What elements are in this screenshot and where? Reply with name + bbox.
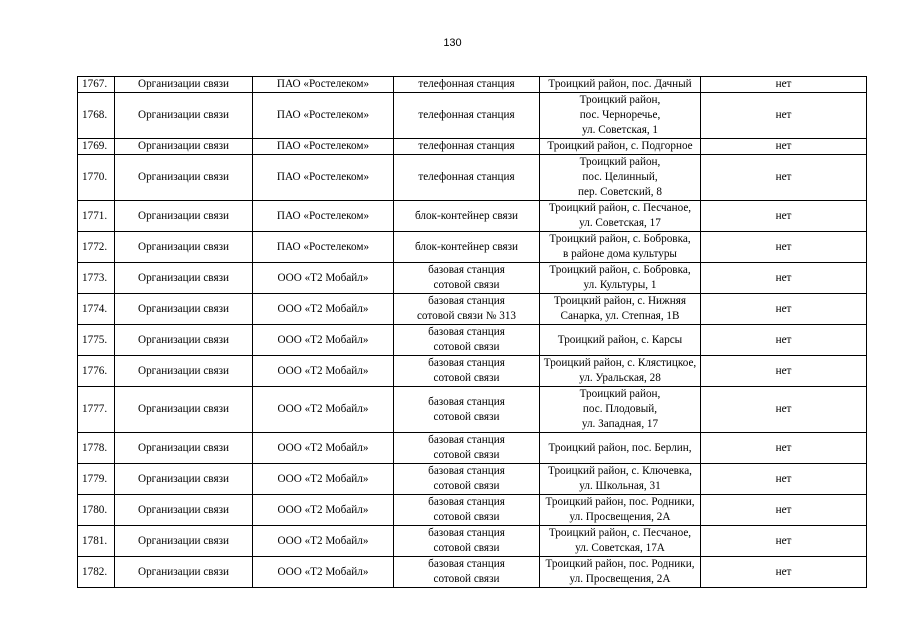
object-cell	[394, 139, 540, 155]
status-cell: нет	[701, 155, 867, 201]
address-cell	[540, 526, 701, 557]
object-cell	[394, 93, 540, 139]
table-row	[78, 495, 867, 526]
owner-cell: ООО «Т2 Мобайл»	[253, 325, 394, 356]
object-cell	[394, 495, 540, 526]
object-line: сотовой связи	[433, 341, 500, 353]
address-cell	[540, 155, 701, 201]
category-cell: Организации связи	[115, 526, 253, 557]
address-cell	[540, 464, 701, 495]
row-number-cell: 1777.	[78, 387, 115, 433]
category-cell: Организации связи	[115, 93, 253, 139]
row-number-cell: 1772.	[78, 232, 115, 263]
category-cell: Организации связи	[115, 139, 253, 155]
object-cell	[394, 526, 540, 557]
status-cell: нет	[701, 93, 867, 139]
address-cell	[540, 201, 701, 232]
category-cell: Организации связи	[115, 495, 253, 526]
object-cell	[394, 294, 540, 325]
category-cell: Организации связи	[115, 294, 253, 325]
row-number-cell: 1780.	[78, 495, 115, 526]
address-line: Троицкий район, с. Песчаное,	[548, 527, 692, 539]
object-cell	[394, 77, 540, 93]
object-line: телефонная станция	[418, 109, 515, 121]
status-cell: нет	[701, 77, 867, 93]
row-number-cell: 1773.	[78, 263, 115, 294]
address-line: Троицкий район, пос. Родники,	[545, 558, 695, 570]
object-cell	[394, 201, 540, 232]
table-row	[78, 294, 867, 325]
address-line: Троицкий район,	[579, 94, 661, 106]
owner-cell: ООО «Т2 Мобайл»	[253, 387, 394, 433]
address-cell	[540, 557, 701, 588]
object-cell	[394, 356, 540, 387]
owner-cell: ПАО «Ростелеком»	[253, 232, 394, 263]
table-row	[78, 387, 867, 433]
object-line: сотовой связи № 313	[416, 310, 517, 322]
table-row	[78, 139, 867, 155]
object-line: телефонная станция	[418, 171, 515, 183]
registry-table	[77, 76, 867, 588]
owner-cell: ПАО «Ростелеком»	[253, 155, 394, 201]
address-line: пос. Черноречье,	[579, 109, 661, 121]
address-line: Троицкий район, пос. Дачный	[548, 78, 692, 90]
address-cell	[540, 294, 701, 325]
object-line: сотовой связи	[433, 542, 500, 554]
table-row	[78, 155, 867, 201]
owner-cell: ПАО «Ростелеком»	[253, 201, 394, 232]
object-line: блок-контейнер связи	[414, 209, 519, 222]
category-cell: Организации связи	[115, 263, 253, 294]
address-cell	[540, 325, 701, 356]
object-cell	[394, 263, 540, 294]
status-cell: нет	[701, 387, 867, 433]
owner-cell: ПАО «Ростелеком»	[253, 139, 394, 155]
row-number-cell: 1769.	[78, 139, 115, 155]
object-cell	[394, 155, 540, 201]
category-cell: Организации связи	[115, 464, 253, 495]
object-line: базовая станция	[428, 395, 505, 408]
address-line: ул. Школьная, 31	[579, 480, 661, 492]
object-line: базовая станция	[428, 527, 505, 539]
address-line: ул. Советская, 17А	[575, 542, 665, 554]
table-row	[78, 325, 867, 356]
address-cell	[540, 93, 701, 139]
category-cell: Организации связи	[115, 201, 253, 232]
address-cell	[540, 139, 701, 155]
category-cell: Организации связи	[115, 387, 253, 433]
table-row	[78, 526, 867, 557]
object-line: базовая станция	[428, 326, 505, 338]
owner-cell: ООО «Т2 Мобайл»	[253, 356, 394, 387]
address-cell	[540, 495, 701, 526]
address-line: ул. Советская, 1	[581, 124, 659, 136]
row-number-cell: 1779.	[78, 464, 115, 495]
row-number-cell: 1775.	[78, 325, 115, 356]
address-cell	[540, 77, 701, 93]
address-line: Троицкий район, с. Нижняя	[553, 295, 687, 307]
row-number-cell: 1782.	[78, 557, 115, 588]
address-line: Троицкий район, с. Бобровка,	[549, 233, 691, 245]
status-cell: нет	[701, 495, 867, 526]
owner-cell: ООО «Т2 Мобайл»	[253, 495, 394, 526]
object-cell	[394, 433, 540, 464]
object-cell	[394, 464, 540, 495]
object-line: сотовой связи	[433, 372, 500, 384]
object-line: телефонная станция	[418, 78, 515, 90]
address-cell	[540, 387, 701, 433]
object-line: сотовой связи	[433, 480, 500, 492]
address-line: ул. Просвещения, 2А	[569, 573, 671, 585]
address-line: Санарка, ул. Степная, 1В	[560, 310, 680, 322]
owner-cell: ООО «Т2 Мобайл»	[253, 464, 394, 495]
address-line: Троицкий район, с. Песчаное,	[548, 202, 692, 214]
address-line: Троицкий район,	[579, 388, 661, 400]
category-cell: Организации связи	[115, 155, 253, 201]
owner-cell: ООО «Т2 Мобайл»	[253, 433, 394, 464]
object-line: базовая станция	[428, 434, 505, 446]
page-number: 130	[443, 37, 462, 49]
address-line: пос. Целинный,	[582, 171, 658, 183]
category-cell: Организации связи	[115, 232, 253, 263]
table-row	[78, 201, 867, 232]
status-cell: нет	[701, 464, 867, 495]
address-line: Троицкий район, пос. Берлин,	[548, 441, 692, 454]
address-line: Троицкий район, с. Клястицкое,	[543, 357, 697, 369]
address-cell	[540, 356, 701, 387]
row-number-cell: 1767.	[78, 77, 115, 93]
object-line: сотовой связи	[433, 511, 500, 523]
row-number-cell: 1768.	[78, 93, 115, 139]
address-line: в районе дома культуры	[563, 248, 677, 260]
row-number-cell: 1770.	[78, 155, 115, 201]
owner-cell: ПАО «Ростелеком»	[253, 93, 394, 139]
object-line: блок-контейнер связи	[414, 240, 519, 253]
object-line: базовая станция	[428, 264, 505, 276]
status-cell: нет	[701, 232, 867, 263]
object-line: телефонная станция	[418, 140, 515, 152]
address-line: пос. Плодовый,	[582, 403, 658, 415]
table-row	[78, 77, 867, 93]
object-cell	[394, 232, 540, 263]
table-row	[78, 433, 867, 464]
table-row	[78, 356, 867, 387]
row-number-cell: 1781.	[78, 526, 115, 557]
object-cell	[394, 557, 540, 588]
category-cell: Организации связи	[115, 557, 253, 588]
status-cell: нет	[701, 557, 867, 588]
object-cell	[394, 325, 540, 356]
owner-cell: ООО «Т2 Мобайл»	[253, 557, 394, 588]
object-line: базовая станция	[428, 465, 505, 477]
address-line: Троицкий район, с. Карсы	[557, 333, 683, 346]
owner-cell: ООО «Т2 Мобайл»	[253, 526, 394, 557]
table-body	[78, 77, 867, 588]
table-row	[78, 263, 867, 294]
object-line: базовая станция	[428, 558, 505, 570]
address-cell	[540, 232, 701, 263]
category-cell: Организации связи	[115, 77, 253, 93]
status-cell: нет	[701, 433, 867, 464]
row-number-cell: 1778.	[78, 433, 115, 464]
status-cell: нет	[701, 325, 867, 356]
row-number-cell: 1771.	[78, 201, 115, 232]
owner-cell: ПАО «Ростелеком»	[253, 77, 394, 93]
row-number-cell: 1776.	[78, 356, 115, 387]
owner-cell: ООО «Т2 Мобайл»	[253, 294, 394, 325]
address-line: ул. Западная, 17	[581, 418, 659, 430]
address-line: Троицкий район, с. Подгорное	[547, 140, 693, 152]
address-line: пер. Советский, 8	[578, 186, 662, 198]
status-cell: нет	[701, 526, 867, 557]
status-cell: нет	[701, 294, 867, 325]
table-row	[78, 557, 867, 588]
table-row	[78, 232, 867, 263]
address-line: ул. Культуры, 1	[583, 279, 657, 291]
object-line: сотовой связи	[433, 279, 500, 291]
status-cell: нет	[701, 263, 867, 294]
address-cell	[540, 433, 701, 464]
status-cell: нет	[701, 356, 867, 387]
category-cell: Организации связи	[115, 325, 253, 356]
status-cell: нет	[701, 139, 867, 155]
object-line: базовая станция	[428, 295, 505, 307]
object-line: сотовой связи	[433, 449, 500, 461]
owner-cell: ООО «Т2 Мобайл»	[253, 263, 394, 294]
object-cell	[394, 387, 540, 433]
category-cell: Организации связи	[115, 356, 253, 387]
table-row	[78, 93, 867, 139]
address-cell	[540, 263, 701, 294]
row-number-cell: 1774.	[78, 294, 115, 325]
object-line: сотовой связи	[433, 410, 500, 423]
address-line: Троицкий район, с. Бобровка,	[549, 264, 691, 276]
address-line: ул. Уральская, 28	[579, 372, 661, 384]
table-row	[78, 464, 867, 495]
address-line: ул. Советская, 17	[579, 217, 661, 229]
category-cell: Организации связи	[115, 433, 253, 464]
status-cell: нет	[701, 201, 867, 232]
object-line: сотовой связи	[433, 573, 500, 585]
object-line: базовая станция	[428, 357, 505, 369]
address-line: Троицкий район,	[579, 156, 661, 168]
address-line: Троицкий район, пос. Родники,	[545, 496, 695, 508]
object-line: базовая станция	[428, 496, 505, 508]
address-line: Троицкий район, с. Ключевка,	[548, 465, 692, 477]
address-line: ул. Просвещения, 2А	[569, 511, 671, 523]
